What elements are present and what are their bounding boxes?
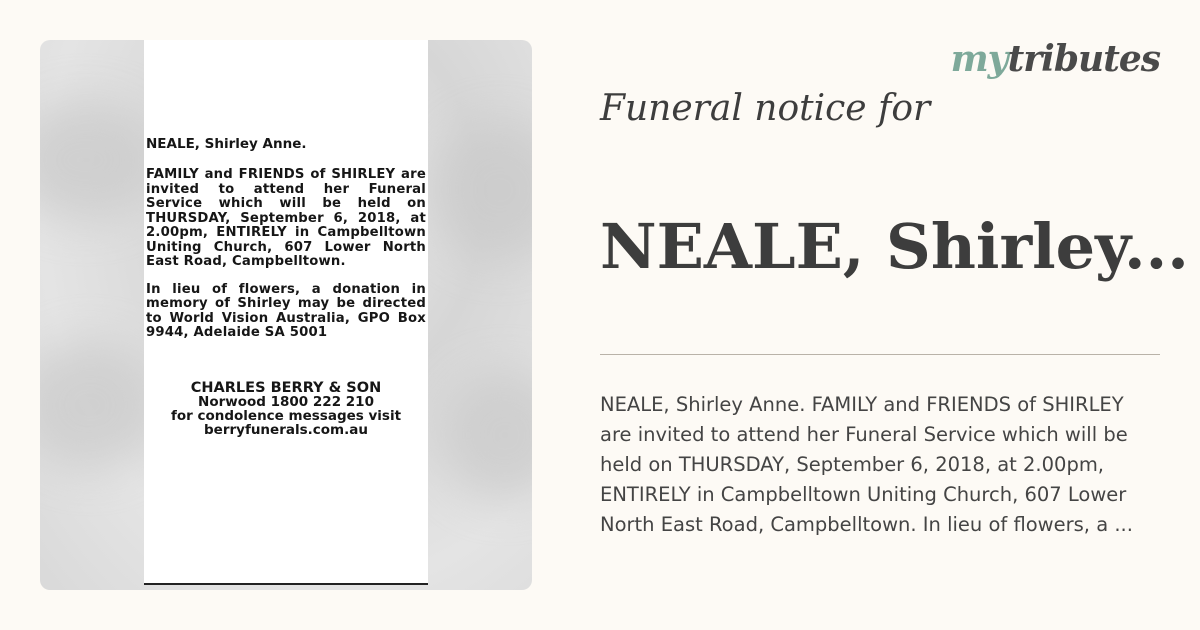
notice-name: NEALE, Shirley Anne. — [146, 136, 307, 152]
funeral-director-block — [146, 381, 426, 437]
logo-part-my: my — [950, 38, 1008, 80]
deceased-name-title: NEALE, Shirley... — [600, 210, 1189, 283]
funeral-director-website: berryfunerals.com.au — [204, 421, 368, 438]
notice-kicker: Funeral notice for — [600, 88, 931, 129]
funeral-director-name: CHARLES BERRY & SON — [190, 379, 382, 396]
funeral-director-phone: Norwood 1800 222 210 — [198, 393, 374, 410]
notice-paragraph: FAMILY and FRIENDS of SHIRLEY are invited to attend her Funeral Service which will be held on THURSDAY, September 6, 2018, at 2.00pm, ENTIRELY in Campbelltown Uniting Church, 607 Lower North East Road, Campbelltown. — [146, 167, 426, 269]
divider — [600, 354, 1160, 355]
newspaper-clipping — [144, 40, 428, 585]
notice-excerpt: NEALE, Shirley Anne. FAMILY and FRIENDS of SHIRLEY are invited to attend her Funeral Service which will be held on THURSDAY, September 6, 2018, at 2.00pm, ENTIRELY in Campbelltown Uniting Church, 607 Lower North East Road, Campbelltown. In lieu of flowers, a ... — [600, 393, 1133, 536]
logo-part-tributes: tributes — [1007, 38, 1160, 80]
condolence-text: for condolence messages visit — [170, 407, 402, 424]
notice-paragraph: In lieu of flowers, a donation in memory of Shirley may be directed to World Vision Australia, GPO Box 9944, Adelaide SA 5001 — [146, 281, 426, 340]
notice-image — [40, 40, 532, 590]
mytributes-logo[interactable] — [951, 38, 1160, 80]
